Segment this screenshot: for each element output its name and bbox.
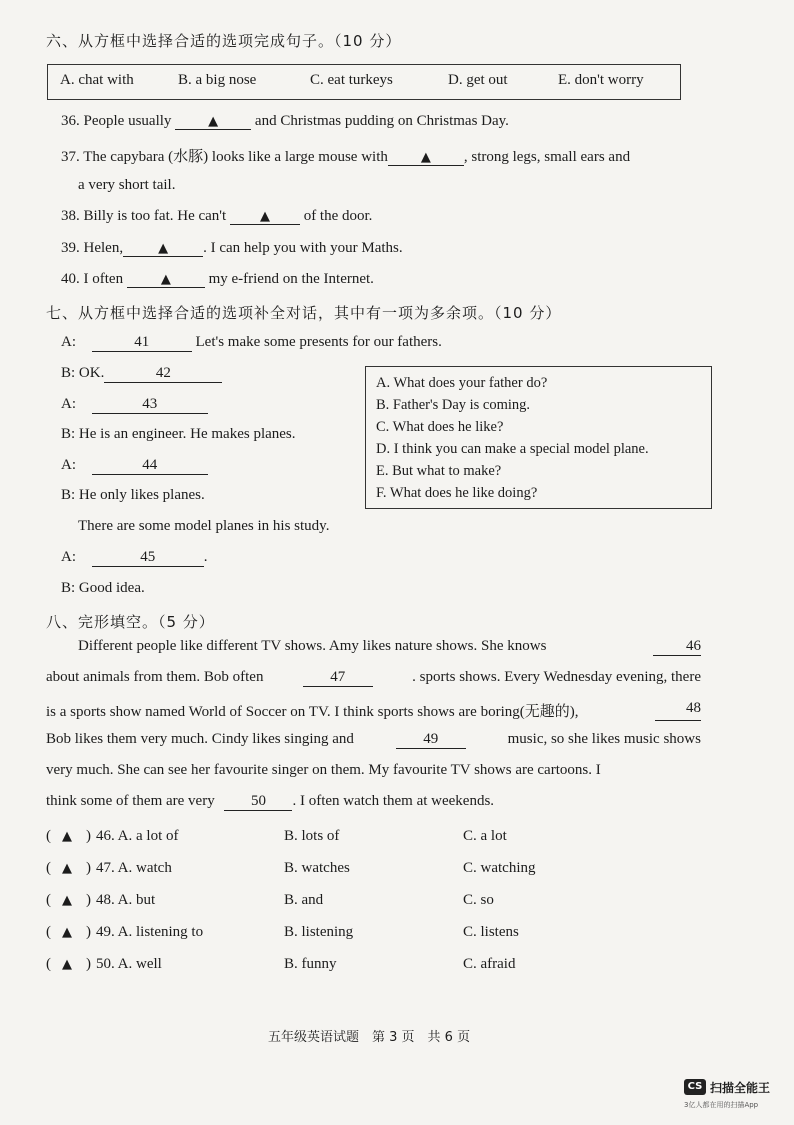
choice-a: 46. A. a lot of <box>96 828 179 844</box>
passage-line-2: about animals from them. Bob often 47 . sports shows. Every Wednesday evening, there <box>46 669 701 685</box>
choice-b: B. watches <box>284 860 350 876</box>
passage-line-4: Bob likes them very much. Cindy likes singing and 49 music, so she likes music shows <box>46 731 701 747</box>
choice-b: B. listening <box>284 924 354 940</box>
choice-c: C. a lot <box>463 828 507 844</box>
choice-b: B. funny <box>284 956 337 972</box>
section7-heading: 七、从方框中选择合适的选项补全对话，其中有一项为多余项。（10 分） <box>46 304 562 322</box>
dialog-option-d: D. I think you can make a special model plane. <box>376 441 649 457</box>
triangle-icon: ▲ <box>158 241 169 256</box>
paren-open: ( <box>46 924 51 940</box>
dialog-option-b: B. Father's Day is coming. <box>376 397 531 413</box>
question-38: 38. Billy is too fat. He can't ▲ of the door. <box>61 208 373 224</box>
page-footer: 五年级英语试题 第 3 页 共 6 页 <box>268 1030 471 1045</box>
option-box <box>47 64 681 100</box>
scanner-logo-subtitle: 3亿人都在用的扫描App <box>684 1101 759 1109</box>
passage-line-3: is a sports show named World of Soccer on TV. I think sports shows are boring(无趣的), 48 <box>46 700 701 720</box>
choice-c: C. so <box>463 892 494 908</box>
dialog-line-b3: There are some model planes in his study. <box>78 518 330 534</box>
dialog-option-box <box>365 366 712 509</box>
section8-heading: 八、完形填空。（5 分） <box>46 613 215 631</box>
choice-a: 49. A. listening to <box>96 924 204 940</box>
option-e: E. don't worry <box>558 72 644 88</box>
paren-close: ) <box>86 828 91 844</box>
triangle-icon: ▲ <box>62 861 72 876</box>
choice-a: 47. A. watch <box>96 860 172 876</box>
triangle-icon: ▲ <box>420 150 431 165</box>
dialog-line-b1: B: He is an engineer. He makes planes. <box>61 426 296 442</box>
scanner-logo-text: 扫描全能王 <box>710 1081 771 1095</box>
choice-a: 48. A. but <box>96 892 156 908</box>
paren-open: ( <box>46 956 51 972</box>
triangle-icon: ▲ <box>62 925 72 940</box>
paren-open: ( <box>46 860 51 876</box>
paren-close: ) <box>86 892 91 908</box>
question-36: 36. People usually ▲ and Christmas pudding on Christmas Day. <box>61 113 509 129</box>
choice-c: C. watching <box>463 860 536 876</box>
choice-b: B. lots of <box>284 828 340 844</box>
dialog-option-c: C. What does he like? <box>376 419 504 435</box>
dialog-line-41: A: 41 Let's make some presents for our fathers. <box>61 334 442 350</box>
option-c: C. eat turkeys <box>310 72 393 88</box>
paren-close: ) <box>86 860 91 876</box>
choice-c: C. listens <box>463 924 519 940</box>
dialog-line-b4: B: Good idea. <box>61 580 145 596</box>
paren-close: ) <box>86 924 91 940</box>
question-40: 40. I often ▲ my e-friend on the Internet. <box>61 271 374 287</box>
dialog-line-b2: B: He only likes planes. <box>61 487 205 503</box>
option-d: D. get out <box>448 72 508 88</box>
triangle-icon: ▲ <box>62 893 72 908</box>
question-39: 39. Helen, ▲ . I can help you with your Maths. <box>61 240 403 256</box>
dialog-line-43: A: 43 <box>61 396 208 414</box>
dialog-line-44: A: 44 <box>61 457 208 475</box>
triangle-icon: ▲ <box>62 829 72 844</box>
dialog-line-42: B: OK. 42 <box>61 365 222 383</box>
choice-c: C. afraid <box>463 956 516 972</box>
option-a: A. chat with <box>60 72 134 88</box>
paren-open: ( <box>46 892 51 908</box>
dialog-option-e: E. But what to make? <box>376 463 502 479</box>
question-37: 37. The capybara (水豚) looks like a large mouse with ▲ , strong legs, small ears and <box>61 149 631 165</box>
section6-heading: 六、从方框中选择合适的选项完成句子。（10 分） <box>46 32 402 50</box>
passage-line-5: very much. She can see her favourite singer on them. My favourite TV shows are cartoons. I <box>46 762 601 778</box>
dialog-option-a: A. What does your father do? <box>376 375 548 391</box>
choice-a: 50. A. well <box>96 956 162 972</box>
paren-open: ( <box>46 828 51 844</box>
paren-close: ) <box>86 956 91 972</box>
question-37-cont: a very short tail. <box>78 177 176 193</box>
dialog-option-f: F. What does he like doing? <box>376 485 538 501</box>
dialog-line-45: A: 45 . <box>61 549 208 565</box>
triangle-icon: ▲ <box>62 957 72 972</box>
choice-b: B. and <box>284 892 324 908</box>
option-b: B. a big nose <box>178 72 257 88</box>
scanner-logo-icon: CS <box>684 1079 706 1095</box>
passage-line-6: think some of them are very 50 . I often watch them at weekends. <box>46 793 495 809</box>
triangle-icon: ▲ <box>259 209 270 224</box>
triangle-icon: ▲ <box>160 272 171 287</box>
passage-line-1: Different people like different TV shows. Amy likes nature shows. She knows 46 <box>78 638 701 654</box>
triangle-icon: ▲ <box>208 114 219 129</box>
